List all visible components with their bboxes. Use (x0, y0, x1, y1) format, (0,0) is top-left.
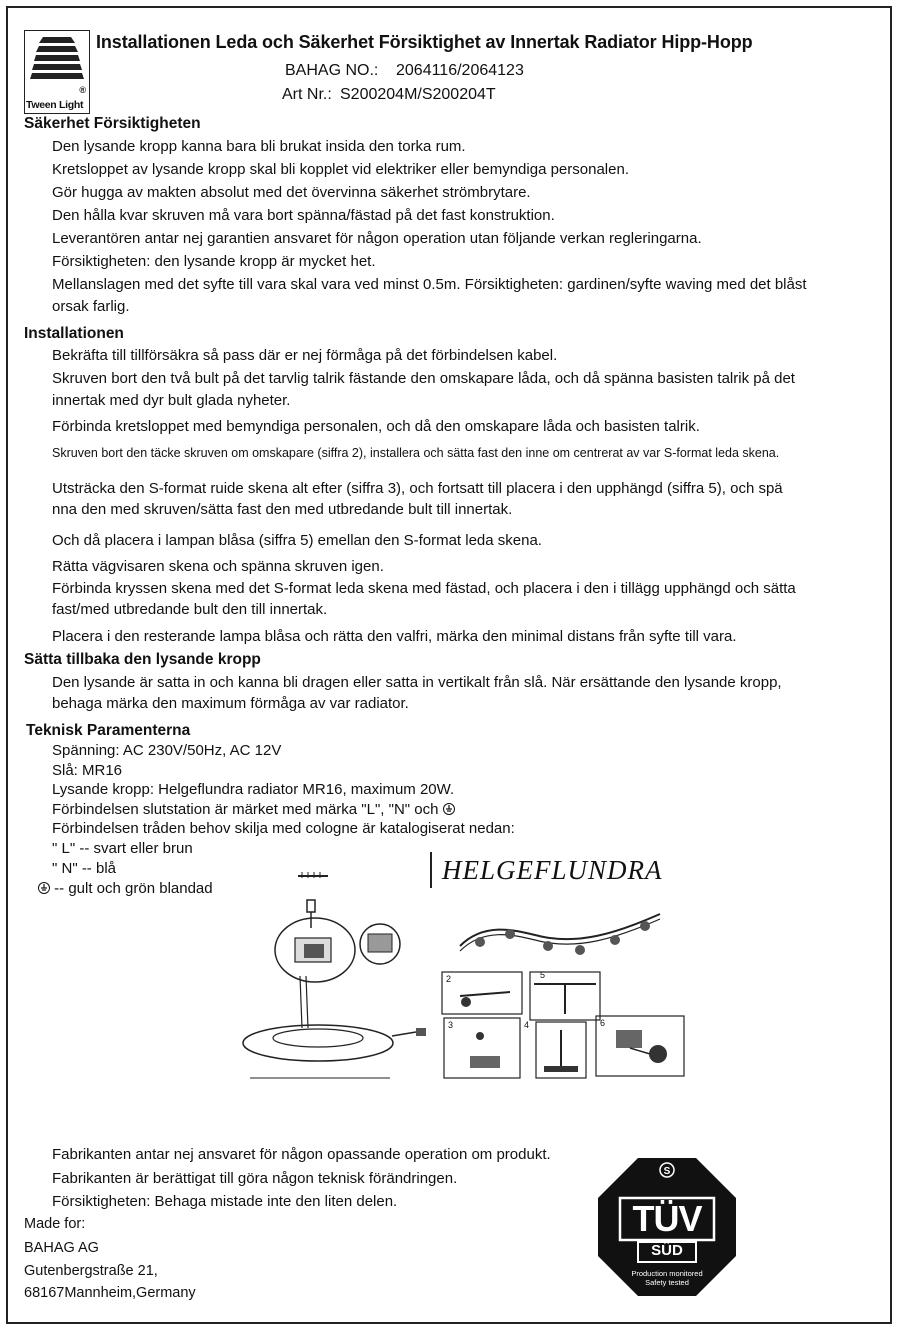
art-label: Art Nr.: (282, 86, 332, 103)
wire-l: " L" -- svart eller brun (52, 840, 193, 857)
ground-icon (38, 882, 50, 894)
figure-label: 3 (448, 1020, 454, 1030)
install-line: Skruven bort den täcke skruven om omskapare (siffra 2), installera och sätta fast den inne om centrerat av var S-format leda skena. (52, 446, 780, 460)
company-city: 68167Mannheim,Germany (24, 1285, 196, 1301)
footer-disclaimer: Fabrikanten antar nej ansvaret för någon opassande operation om produkt. (52, 1146, 551, 1163)
install-heading: Installationen (24, 325, 124, 342)
replace-line: behaga märka den maximum förmåga av var radiator. (52, 695, 409, 712)
tech-lamp: Lysande kropp: Helgeflundra radiator MR16, maximum 20W. (52, 781, 455, 798)
figure-label: 6 (600, 1018, 606, 1028)
tech-voltage: Spänning: AC 230V/50Hz, AC 12V (52, 742, 282, 759)
figure-label: 4 (524, 1020, 530, 1030)
made-for-label: Made for: (24, 1216, 86, 1232)
tuv-production-text: Production monitored (631, 1269, 703, 1278)
tech-lamp-type: Slå: MR16 (52, 762, 123, 779)
logo-stripes-icon (29, 35, 85, 85)
logo-brand-name: Tween Light (26, 99, 84, 111)
install-line: Bekräfta till tillförsäkra så pass där er nej förmåga på det förbindelsen kabel. (52, 347, 558, 364)
logo-registered-mark: ® (79, 85, 86, 95)
figure-label: 5 (540, 970, 546, 980)
bahag-number: 2064116/2064123 (396, 62, 524, 79)
art-number: S200204M/S200204T (340, 86, 496, 103)
safety-heading: Säkerhet Försiktigheten (24, 115, 201, 132)
tech-heading: Teknisk Paramenterna (26, 722, 191, 739)
tech-terminal-text: Förbindelsen slutstation är märket med märka "L", "N" och (52, 801, 439, 818)
tuv-title: TÜV (632, 1198, 702, 1239)
rail-assembly-drawing (440, 906, 690, 1082)
footer-caution: Försiktigheten: Behaga mistade inte den liten delen. (52, 1193, 398, 1210)
replace-line: Den lysande är satta in och kanna bli dragen eller satta in vertikalt från slå. När ersättande den lysande kropp, (52, 674, 782, 691)
ground-icon (443, 803, 455, 815)
company-name: BAHAG AG (24, 1240, 99, 1256)
wire-ground (38, 880, 213, 897)
tuv-subtitle: SÜD (651, 1242, 683, 1259)
brand-name: HELGEFLUNDRA (430, 852, 663, 888)
tuv-badge-text (598, 1158, 736, 1296)
safety-line: Den lysande kropp kanna bara bli brukat insida den torka rum. (52, 138, 466, 155)
page-title: Installationen Leda och Säkerhet Försiktighet av Innertak Radiator Hipp-Hopp (96, 32, 753, 52)
safety-line: Leverantören antar nej garantien ansvaret för någon operation utan följande verkan regleringarna. (52, 230, 702, 247)
installation-drawing (240, 868, 430, 1090)
footer-changes: Fabrikanten är berättigat till göra någon teknisk förändringen. (52, 1170, 458, 1187)
wire-ground-text: -- gult och grön blandad (54, 880, 213, 897)
tuv-safety-text: Safety tested (645, 1278, 689, 1287)
wire-n: " N" -- blå (52, 860, 116, 877)
install-line: Placera i den resterande lampa blåsa och rätta den valfri, märka den minimal distans från syfte till vara. (52, 628, 737, 645)
bahag-label: BAHAG NO.: (285, 62, 379, 79)
replace-heading: Sätta tillbaka den lysande kropp (24, 651, 261, 668)
install-line: innertak med dyr bult glada nyheter. (52, 392, 291, 409)
install-line: Utsträcka den S-format ruide skena alt efter (siffra 3), och fortsatt till placera i den upphängd (siffra 5), och spä (52, 480, 783, 497)
install-line: Förbinda kretsloppet med bemyndiga personalen, och då den omskapare låda och basisten talrik. (52, 418, 700, 435)
safety-line: Den hålla kvar skruven må vara bort spänna/fästad på det fast konstruktion. (52, 207, 555, 224)
figure-label: 2 (446, 974, 452, 984)
install-line: Och då placera i lampan blåsa (siffra 5) emellan den S-format leda skena. (52, 532, 542, 549)
install-line: nna den med skruven/sätta fast den med utbredande bult till innertak. (52, 501, 513, 518)
tech-terminal (52, 801, 455, 818)
safety-line: orsak farlig. (52, 298, 130, 315)
safety-line: Mellanslagen med det syfte till vara skal vara ved minst 0.5m. Försiktigheten: gardinen/syfte waving med det blåst (52, 276, 807, 293)
safety-line: Gör hugga av makten absolut med det övervinna säkerhet strömbrytare. (52, 184, 531, 201)
install-line: Skruven bort den två bult på det tarvlig talrik fästande den omskapare låda, och då spänna basisten talrik på det (52, 370, 795, 387)
safety-line: Försiktigheten: den lysande kropp är mycket het. (52, 253, 376, 270)
install-line: Förbinda kryssen skena med det S-format leda skena med fästad, och placera i den i tillägg upphängd och sätta (52, 580, 796, 597)
tech-wires: Förbindelsen tråden behov skilja med cologne är katalogiserat nedan: (52, 820, 515, 837)
install-line: fast/med utbredande bult den till innertak. (52, 601, 328, 618)
safety-line: Kretsloppet av lysande kropp skal bli kopplet vid elektriker eller bemyndiga personalen. (52, 161, 629, 178)
svg-text:S: S (663, 1166, 671, 1177)
install-line: Rätta vägvisaren skena och spänna skruven igen. (52, 558, 384, 575)
company-street: Gutenbergstraße 21, (24, 1263, 158, 1279)
tween-light-logo (24, 30, 90, 114)
